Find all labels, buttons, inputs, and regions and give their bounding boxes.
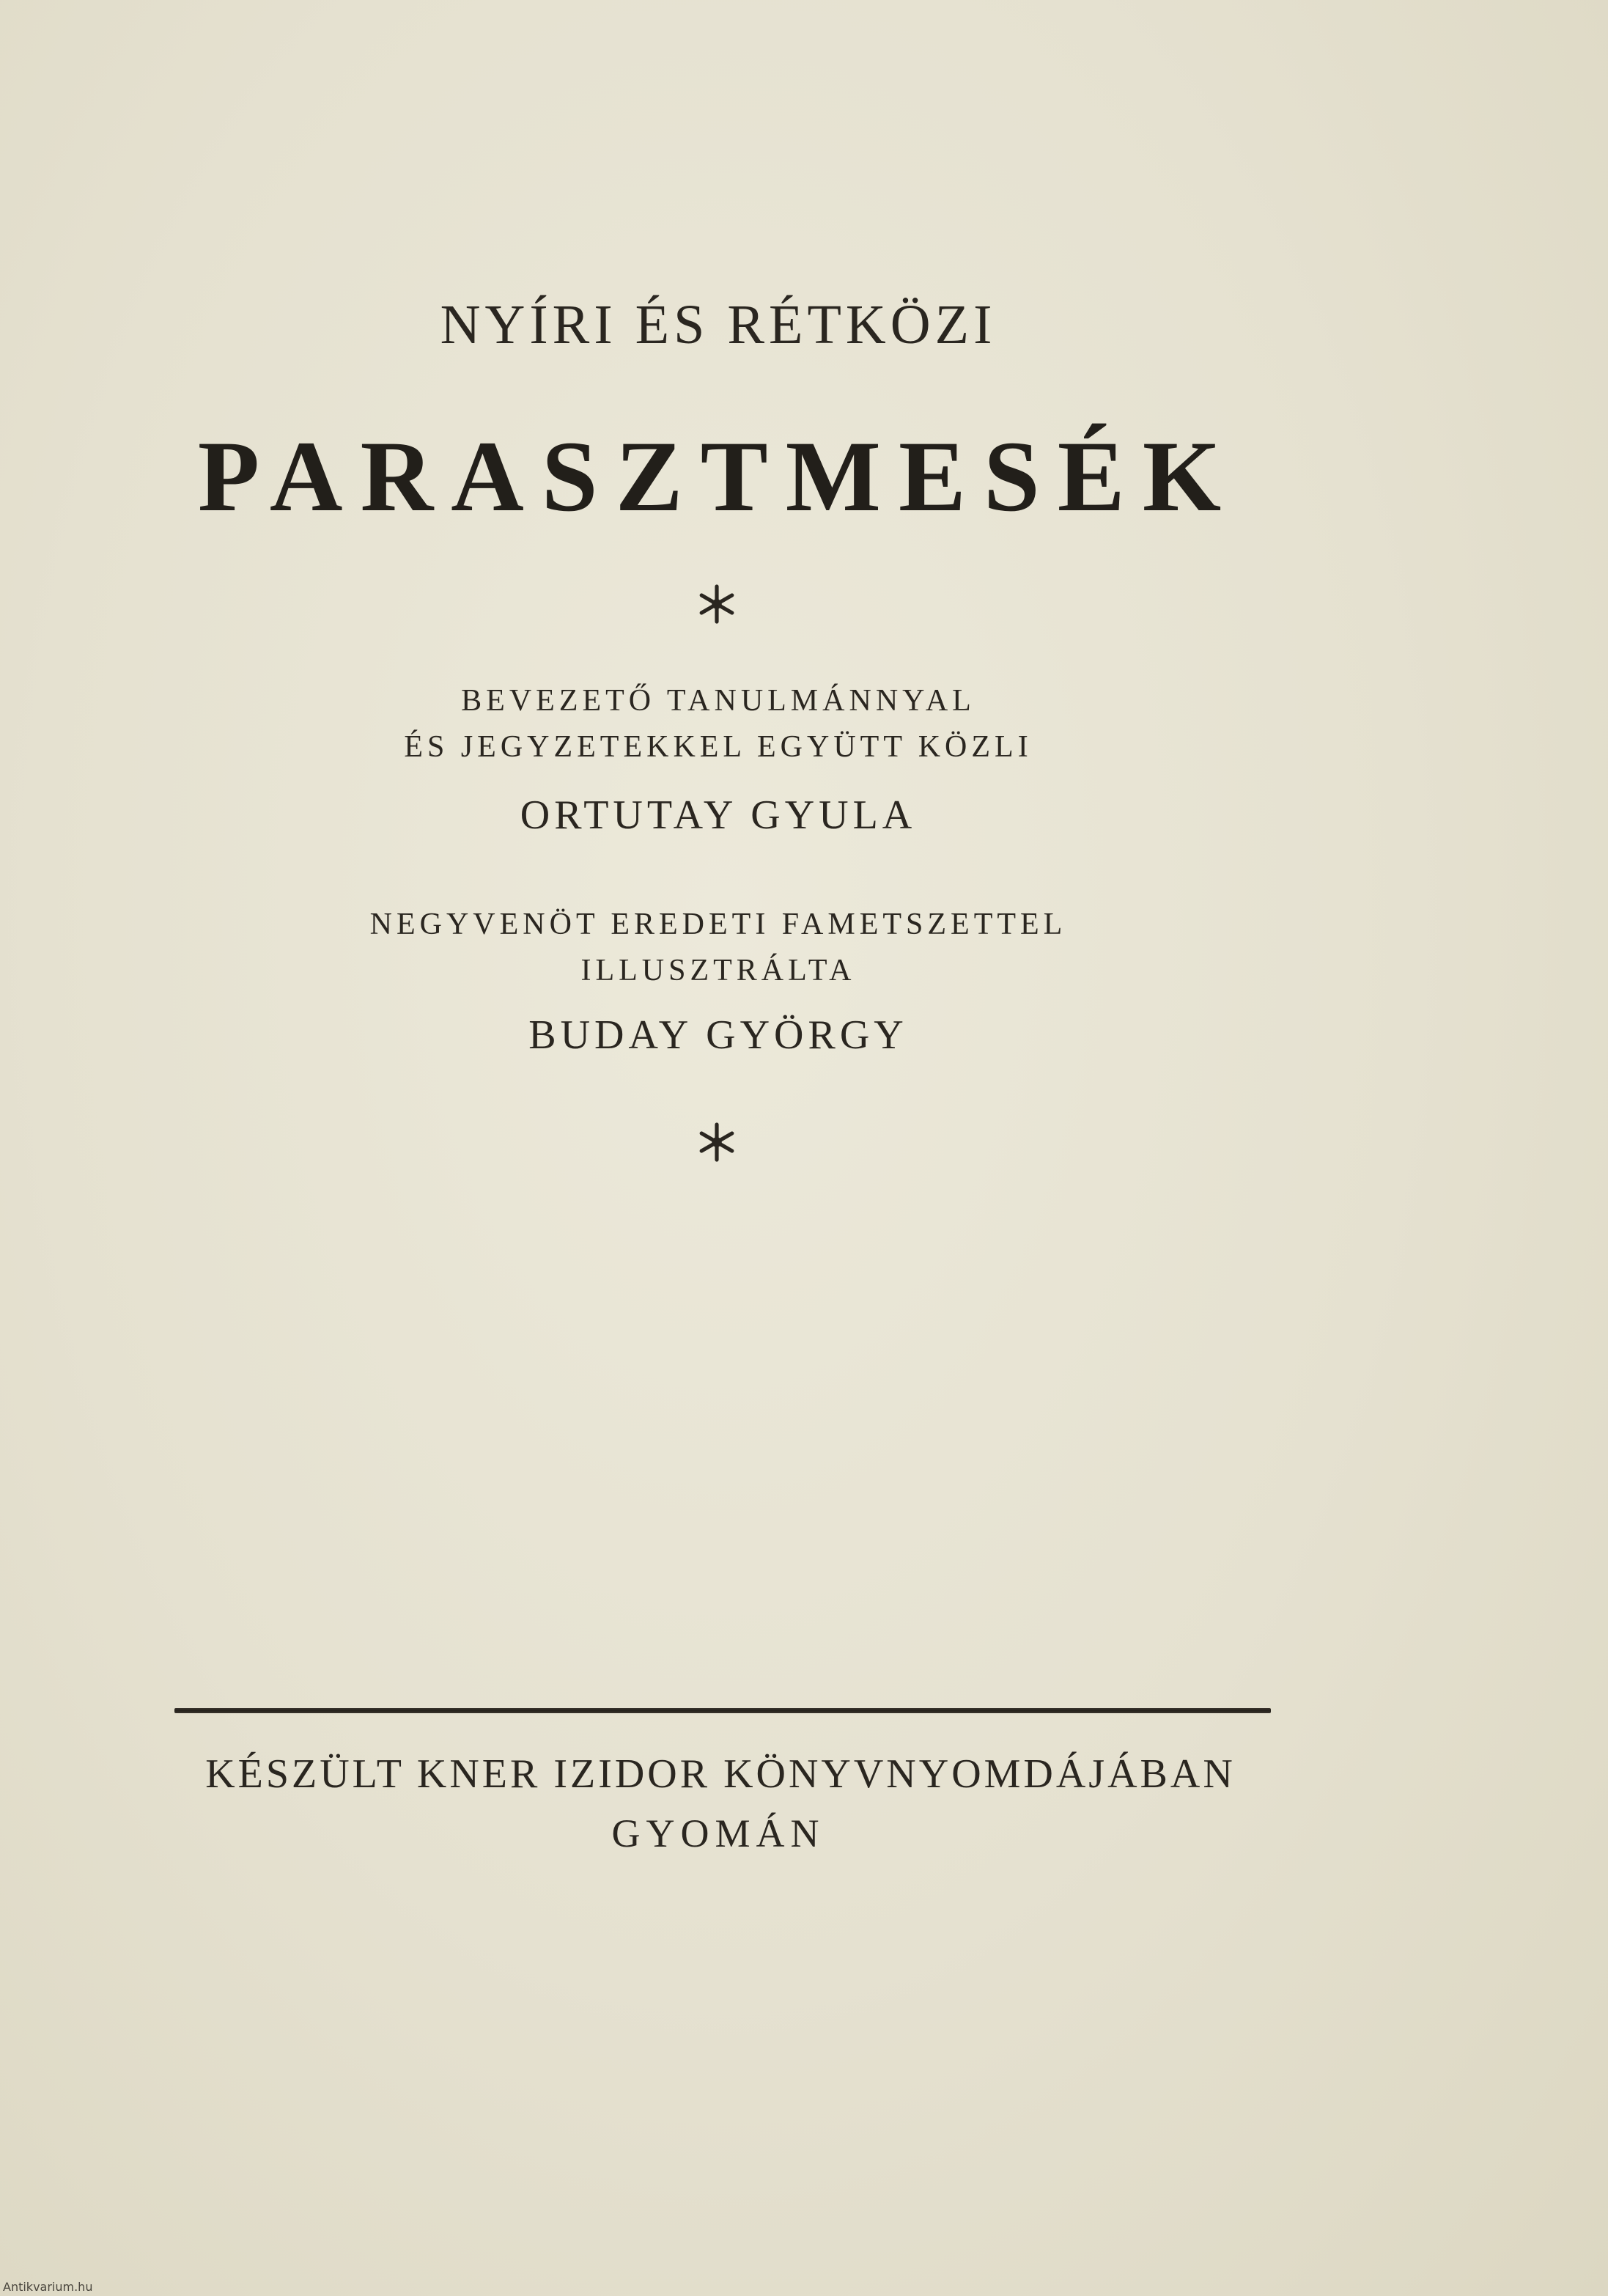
book-subtitle: NYÍRI ÉS RÉTKÖZI bbox=[440, 294, 997, 356]
intro-line-1: BEVEZETŐ TANULMÁNNYAL bbox=[461, 684, 976, 718]
illustrator-name: BUDAY GYÖRGY bbox=[528, 1012, 908, 1058]
printer-line-1: KÉSZÜLT KNER IZIDOR KÖNYVNYOMDÁJÁBAN bbox=[205, 1751, 1236, 1797]
author-name: ORTUTAY GYULA bbox=[520, 792, 917, 838]
star-ornament-icon bbox=[696, 584, 737, 625]
book-title: PARASZTMESÉK bbox=[197, 420, 1239, 532]
star-ornament-icon bbox=[696, 1122, 737, 1163]
intro-line-2: ÉS JEGYZETEKKEL EGYÜTT KÖZLI bbox=[404, 730, 1033, 764]
horizontal-divider bbox=[174, 1708, 1271, 1713]
printer-line-2: GYOMÁN bbox=[611, 1811, 825, 1855]
illustration-line-2: ILLUSZTRÁLTA bbox=[580, 954, 856, 987]
watermark: Antikvarium.hu bbox=[3, 2280, 93, 2294]
illustration-line-1: NEGYVENÖT EREDETI FAMETSZETTEL bbox=[369, 908, 1067, 941]
